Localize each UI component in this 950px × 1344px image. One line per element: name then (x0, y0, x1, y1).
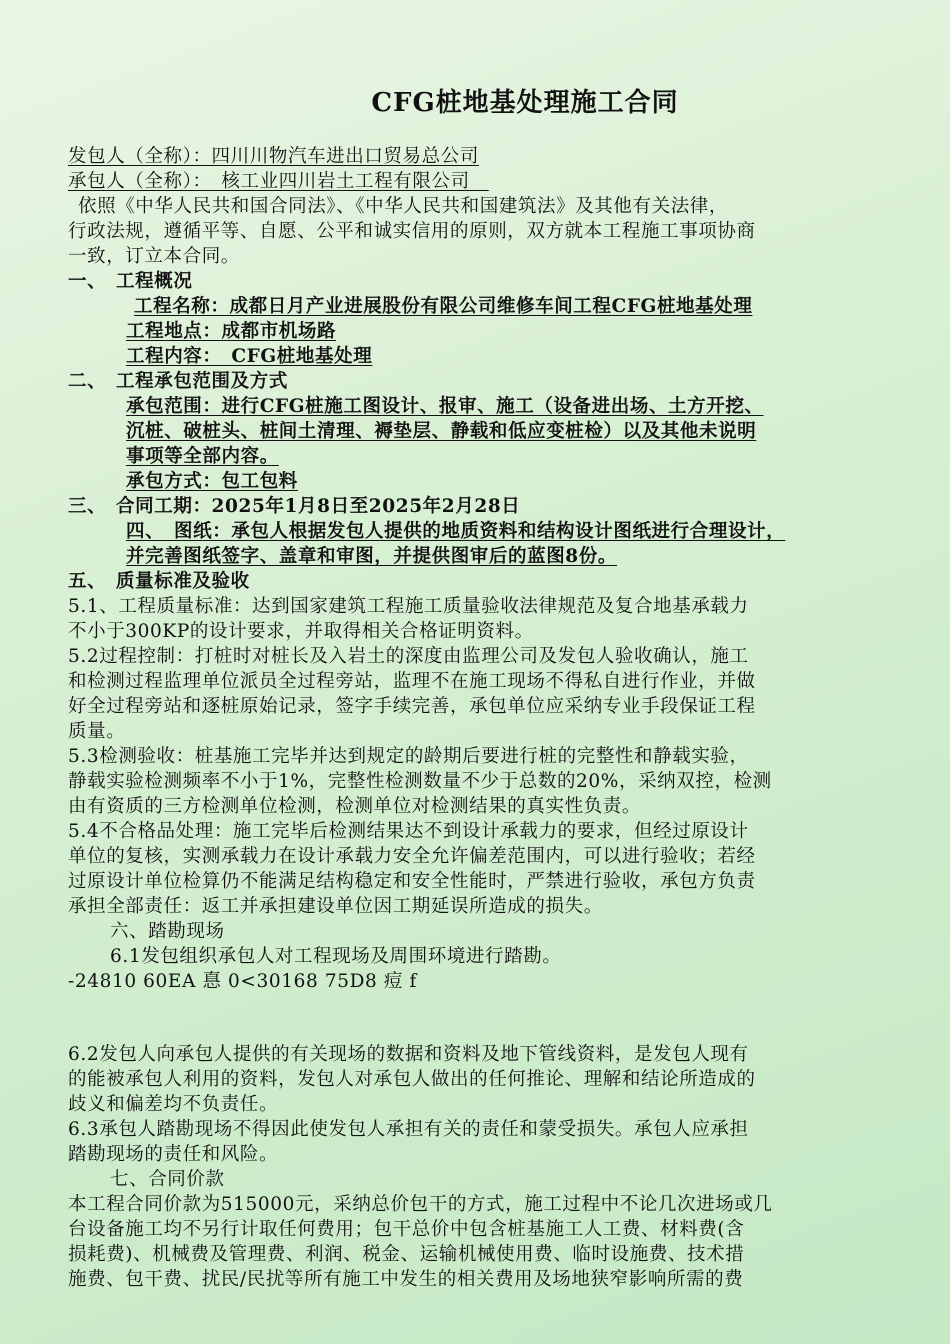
contract-line: 施费、包干费、扰民/民扰等所有施工中发生的相关费用及场地狭窄影响所需的费 (68, 1269, 744, 1290)
contract-line: 5.1、工程质量标准：达到国家建筑工程施工质量验收法律规范及复合地基承载力 (68, 596, 749, 617)
contract-line: 踏勘现场的责任和风险。 (68, 1144, 279, 1165)
contract-line: 一、 工程概况 (68, 271, 193, 292)
contract-line (0, 294, 950, 319)
underlined-text: 承包方式：包工包料 (126, 471, 298, 492)
contract-line (0, 169, 950, 194)
contract-line: 歧义和偏差均不负责任。 (68, 1094, 279, 1115)
contract-line: 由有资质的三方检测单位检测，检测单位对检测结果的真实性负责。 (68, 796, 642, 817)
contract-line (0, 419, 950, 444)
contract-line: 行政法规，遵循平等、自愿、公平和诚实信用的原则，双方就本工程施工事项协商 (68, 221, 756, 242)
contract-line: 好全过程旁站和逐桩原始记录，签字手续完善，承包单位应采纳专业手段保证工程 (68, 696, 756, 717)
underlined-text: 发包人（全称）：四川川物汽车进出口贸易总公司 (68, 146, 479, 167)
contract-line: 一致，订立本合同。 (68, 246, 240, 267)
contract-line: 过原设计单位检算仍不能满足结构稳定和安全性能时，严禁进行验收，承包方负责 (68, 871, 756, 892)
contract-line (0, 319, 950, 344)
contract-line: 5.3检测验收：桩基施工完毕并达到规定的龄期后要进行桩的完整性和静载实验， (68, 746, 749, 767)
document-title: CFG桩地基处理施工合同 (371, 88, 679, 118)
contract-line: 和检测过程监理单位派员全过程旁站，监理不在施工现场不得私自进行作业，并做 (68, 671, 756, 692)
contract-line (0, 519, 950, 544)
underlined-text: 承包人（全称）： 核工业四川岩土工程有限公司 (68, 171, 489, 192)
underlined-text: 并完善图纸签字、盖章和审图，并提供图审后的蓝图8份。 (126, 546, 617, 567)
contract-line: 6.3承包人踏勘现场不得因此使发包人承担有关的责任和蒙受损失。承包人应承担 (68, 1119, 749, 1140)
contract-line: 六、踏勘现场 (110, 921, 225, 942)
contract-line (0, 444, 950, 469)
contract-line: 6.1发包组织承包人对工程现场及周围环境进行踏勘。 (110, 946, 562, 967)
contract-line: 三、 合同工期：2025年1月8日至2025年2月28日 (68, 496, 521, 517)
contract-line: 5.4不合格品处理：施工完毕后检测结果达不到设计承载力的要求，但经过原设计 (68, 821, 749, 842)
underlined-text: 工程名称：成都日月产业进展股份有限公司维修车间工程CFG桩地基处理 (134, 296, 753, 317)
contract-line (0, 394, 950, 419)
underlined-text: 承包范围：进行CFG桩施工图设计、报审、施工（设备进出场、土方开挖、 (126, 396, 764, 417)
contract-line: 本工程合同价款为515000元，采纳总价包干的方式，施工过程中不论几次进场或几 (68, 1194, 773, 1215)
contract-line (0, 344, 950, 369)
underlined-text: 工程地点：成都市机场路 (126, 321, 337, 342)
contract-line: 损耗费)、机械费及管理费、利润、税金、运输机械使用费、临时设施费、技术措 (68, 1244, 745, 1265)
contract-line: 五、 质量标准及验收 (68, 571, 250, 592)
contract-line: 静载实验检测频率不小于1%，完整性检测数量不少于总数的20%，采纳双控，检测 (68, 771, 772, 792)
contract-line: 不小于300KP的设计要求，并取得相关合格证明资料。 (68, 621, 534, 642)
contract-line: 单位的复核，实测承载力在设计承载力安全允许偏差范围内，可以进行验收；若经 (68, 846, 756, 867)
underlined-text: 四、 图纸：承包人根据发包人提供的地质资料和结构设计图纸进行合理设计， (126, 521, 786, 542)
underlined-text: 工程内容： CFG桩地基处理 (126, 346, 373, 367)
contract-line (0, 994, 950, 1042)
contract-line: -24810 60EA 惪 0<30168 75D8 痘 f (68, 971, 417, 992)
contract-line: 台设备施工均不另行计取任何费用；包干总价中包含桩基施工人工费、材料费(含 (68, 1219, 745, 1240)
contract-line: 6.2发包人向承包人提供的有关现场的数据和资料及地下管线资料，是发包人现有 (68, 1044, 749, 1065)
contract-line: 5.2过程控制：打桩时对桩长及入岩土的深度由监理公司及发包人验收确认，施工 (68, 646, 749, 667)
contract-line: 质量。 (68, 721, 126, 742)
contract-body (0, 144, 950, 1292)
underlined-text: 事项等全部内容。 (126, 446, 279, 467)
contract-line (0, 469, 950, 494)
contract-line (0, 144, 950, 169)
contract-line: 七、合同价款 (110, 1169, 225, 1190)
underlined-text: 沉桩、破桩头、桩间土清理、褥垫层、静载和低应变桩检）以及其他未说明 (126, 421, 757, 442)
contract-line: 依照《中华人民共和国合同法》、《中华人民共和国建筑法》及其他有关法律， (78, 196, 729, 217)
contract-line: 的能被承包人利用的资料，发包人对承包人做出的任何推论、理解和结论所造成的 (68, 1069, 756, 1090)
contract-line: 二、 工程承包范围及方式 (68, 371, 288, 392)
contract-line: 承担全部责任：返工并承担建设单位因工期延误所造成的损失。 (68, 896, 603, 917)
contract-line (0, 544, 950, 569)
